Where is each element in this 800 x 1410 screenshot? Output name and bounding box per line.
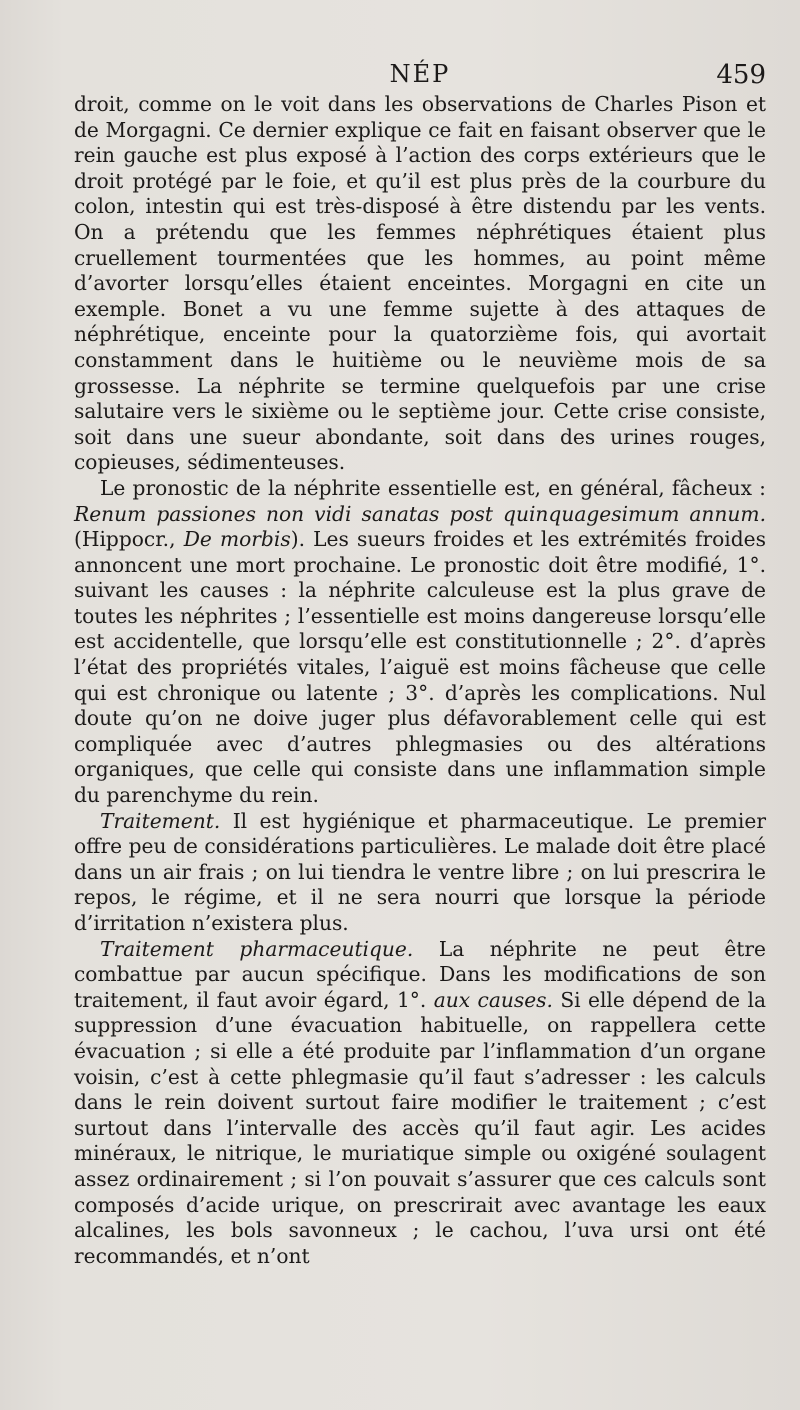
italic-text: De morbis <box>183 527 291 552</box>
body-text <box>74 92 766 1269</box>
text-run: droit, comme on le voit dans les observations de Charles Pison et de Morgagni. Ce dernier explique ce fait en faisant observer que le rein gauche est plus exposé à l’action des corps extérieurs que le droit protégé par le foie, et qu’il est plus près de la courbure du colon, intestin qui est très-disposé à être distendu par les vents. On a prétendu que les femmes néphrétiques étaient plus cruellement tourmentées que les hommes, au point même d’avorter lorsqu’elles étaient enceintes. Morgagni en cite un exemple. Bonet a vu une femme sujette à des attaques de néphrétique, enceinte pour la quatorzième fois, qui avortait constamment dans le huitième ou le neuvième mois de sa grossesse. La néphrite se termine quelquefois par une crise salutaire vers le sixième ou le septième jour. Cette crise consiste, soit dans une sueur abondante, soit dans des urines rouges, copieuses, sédimenteuses. <box>74 92 766 475</box>
running-head: NÉP <box>389 60 451 88</box>
paragraph <box>74 92 766 476</box>
text-run: La néphrite ne peut être combattue par aucun spécifique. Dans les modifications de son traitement, il faut avoir égard, 1°. <box>74 936 766 1012</box>
page-header <box>74 60 766 94</box>
text-run: ). Les sueurs froides et les extrémités froides annoncent une mort prochaine. Le pronostic doit être modifié, 1°. suivant les causes : la néphrite calculeuse est la plus grave de toutes les néphrites ; l’essentielle est moins dangereuse lorsqu’elle est accidentelle, que lorsqu’elle est constitutionnelle ; 2°. d’après l’état des propriétés vitales, l’aiguë est moins fâcheuse que celle qui est chronique ou latente ; 3°. d’après les complications. Nul doute qu’on ne doive juger plus défavorablement celle qui est compliquée avec d’autres phlegmasies ou des altérations organiques, que celle qui consiste dans une inflammation simple du parenchyme du rein. <box>74 527 766 808</box>
italic-text: Traitement pharmaceutique. <box>100 936 414 961</box>
paragraph <box>74 937 766 1270</box>
text-run: (Hippocr., <box>74 527 184 552</box>
page-number: 459 <box>716 60 766 90</box>
italic-text: aux causes. <box>433 987 553 1012</box>
text-run: Si elle dépend de la suppression d’une évacuation habituelle, on rappellera cette évacuation ; si elle a été produite par l’inflammation d’un organe voisin, c’est à cette phlegmasie qu’il faut s’adresser : les calculs dans le rein doivent surtout faire modifier le traitement ; c’est surtout dans l’intervalle des accès qu’il faut agir. Les acides minéraux, le nitrique, le muriatique simple ou oxigéné soulagent assez ordinairement ; si l’on pouvait s’assurer que ces calculs sont composés d’acide urique, on prescrirait avec avantage les eaux alcalines, les bols savonneux ; le cachou, l’uva ursi ont été recommandés, et n’ont <box>74 987 766 1268</box>
paragraph <box>74 809 766 937</box>
text-run: Il est hygiénique et pharmaceutique. Le premier offre peu de considérations particulières. Le malade doit être placé dans un air frais ; on lui tiendra le ventre libre ; on lui prescrira le repos, le régime, et il ne sera nourri que lorsque la période d’irritation n’existera plus. <box>74 808 766 935</box>
text-run: Le pronostic de la néphrite essentielle est, en général, fâcheux : <box>100 475 766 500</box>
paragraph <box>74 476 766 809</box>
italic-text: Traitement. <box>100 808 221 833</box>
italic-text: Renum passiones non vidi sanatas post quinquagesimum annum. <box>74 501 766 526</box>
